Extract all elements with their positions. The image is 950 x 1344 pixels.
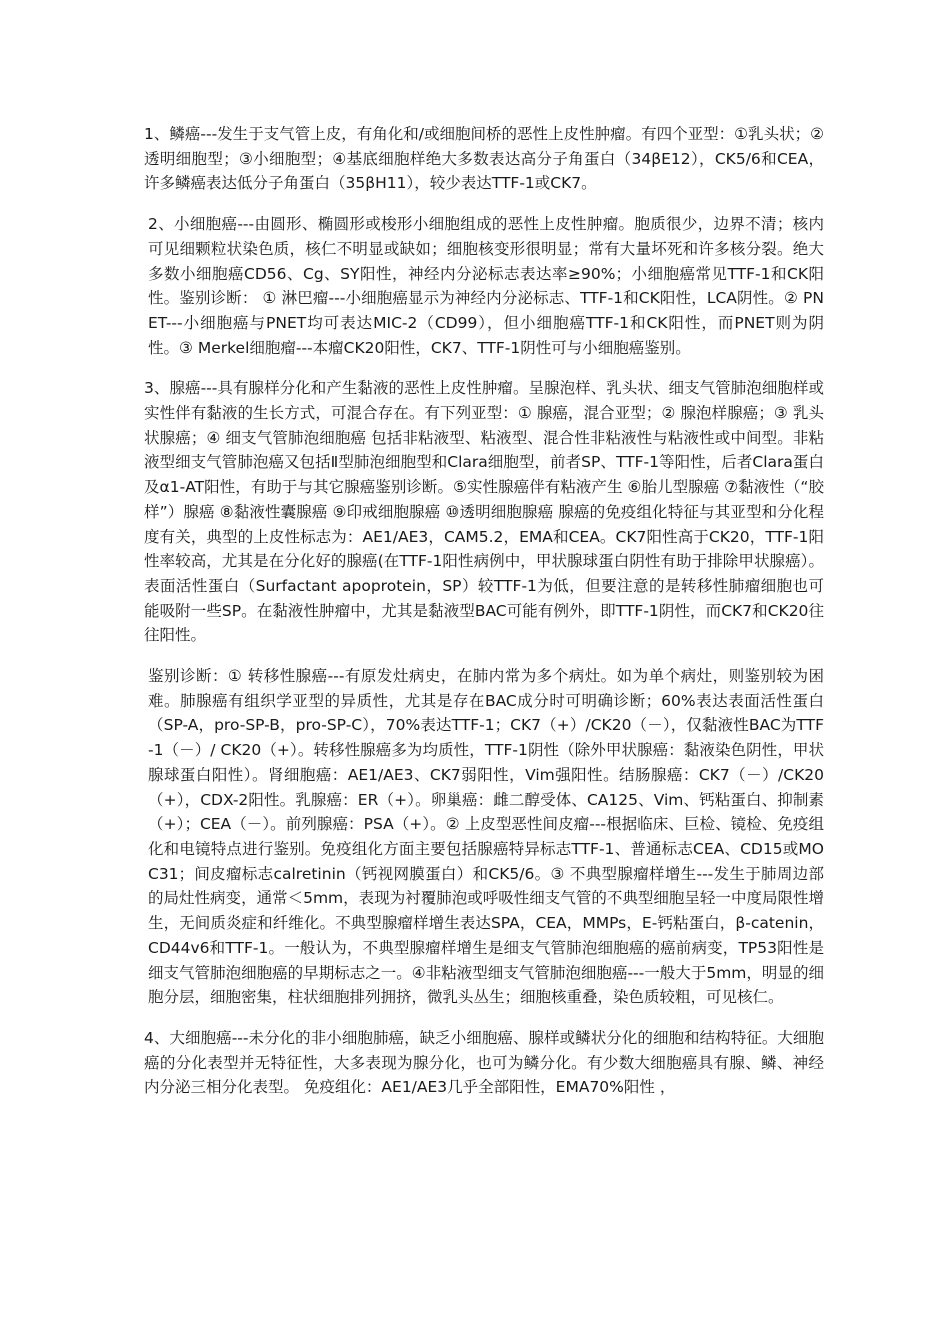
paragraph-adenocarcinoma: 3、腺癌---具有腺样分化和产生黏液的恶性上皮性肿瘤。呈腺泡样、乳头状、细支气管肺泡细胞样或实性伴有黏液的生长方式，可混合存在。有下列亚型：① 腺癌，混合亚型；② 腺泡样腺癌；③ 乳头状腺癌；④ 细支气管肺泡细胞癌 包括非粘液型、粘液型、混合性非粘液性与粘液性或中间型。非粘液型细支气管肺泡癌又包括Ⅱ型肺泡细胞型和Clara细胞型，前者SP、TTF-1等阳性，后者Clara蛋白及α1-AT阳性，有助于与其它腺癌鉴别诊断。⑤实性腺癌伴有粘液产生 ⑥胎儿型腺癌 ⑦黏液性（“胶样”）腺癌 ⑧黏液性囊腺癌 ⑨印戒细胞腺癌 ⑩透明细胞腺癌 腺癌的免疫组化特征与其亚型和分化程度有关，典型的上皮性标志为：AE1/AE3，CAM5.2，EMA和CEA。CK7阳性高于CK20，TTF-1阳性率较高，尤其是在分化好的腺癌(在TTF-1阳性病例中，甲状腺球蛋白阴性有助于排除甲状腺癌）。表面活性蛋白（Surfactant apoprotein，SP）较TTF-1为低，但要注意的是转移性肺瘤细胞也可能吸附一些SP。在黏液性肿瘤中，尤其是黏液型BAC可能有例外，即TTF-1阴性，而CK7和CK20往往阳性。 [144, 379, 824, 645]
paragraph-squamous-carcinoma: 1、鳞癌---发生于支气管上皮，有角化和/或细胞间桥的恶性上皮性肿瘤。有四个亚型：①乳头状；②透明细胞型；③小细胞型；④基底细胞样绝大多数表达高分子角蛋白（34βE12），CK5/6和CEA，许多鳞癌表达低分子角蛋白（35βH11），较少表达TTF-1或CK7。 [144, 125, 824, 193]
paragraph-differential-diagnosis: 鉴别诊断：① 转移性腺癌---有原发灶病史，在肺内常为多个病灶。如为单个病灶，则鉴别较为困难。肺腺癌有组织学亚型的异质性，尤其是存在BAC成分时可明确诊断；60%表达表面活性蛋白（SP-A，pro-SP-B，pro-SP-C），70%表达TTF-1；CK7（+）/CK20（－），仅黏液性BAC为TTF-1（－）/ CK20（+）。转移性腺癌多为均质性，TTF-1阴性（除外甲状腺癌：黏液染色阴性，甲状腺球蛋白阳性）。肾细胞癌：AE1/AE3、CK7弱阳性，Vim强阳性。结肠腺癌：CK7（－）/CK20（+），CDX-2阳性。乳腺癌：ER（+）。卵巢癌：雌二醇受体、CA125、Vim、钙粘蛋白、抑制素（+）；CEA（－）。前列腺癌：PSA（+）。② 上皮型恶性间皮瘤---根据临床、巨检、镜检、免疫组化和电镜特点进行鉴别。免疫组化方面主要包括腺癌特异标志TTF-1、普通标志CEA、CD15或MOC31；间皮瘤标志calretinin（钙视网膜蛋白）和CK5/6。③ 不典型腺瘤样增生---发生于肺周边部的局灶性病变，通常＜5mm，表现为衬覆肺泡或呼吸性细支气管的不典型细胞呈轻一中度局限性增生，无间质炎症和纤维化。不典型腺瘤样增生表达SPA，CEA，MMPs，E-钙粘蛋白，β-catenin，CD44v6和TTF-1。一般认为，不典型腺瘤样增生是细支气管肺泡细胞癌的癌前病变，TP53阳性是细支气管肺泡细胞癌的早期标志之一。④非粘液型细支气管肺泡细胞癌---一般大于5mm，明显的细胞分层，细胞密集，柱状细胞排列拥挤，微乳头丛生；细胞核重叠，染色质较粗，可见核仁。 [148, 667, 824, 1007]
document-page [144, 122, 824, 1116]
paragraph-large-cell-carcinoma: 4、大细胞癌---未分化的非小细胞肺癌，缺乏小细胞癌、腺样或鳞状分化的细胞和结构特征。大细胞癌的分化表型并无特征性，大多表现为腺分化，也可为鳞分化。有少数大细胞癌具有腺、鳞、神经内分泌三相分化表型。 免疫组化：AE1/AE3几乎全部阳性，EMA70%阳性 ， [144, 1028, 824, 1097]
paragraph-small-cell-carcinoma: 2、小细胞癌---由圆形、椭圆形或梭形小细胞组成的恶性上皮性肿瘤。胞质很少，边界不清；核内可见细颗粒状染色质，核仁不明显或缺如；细胞核变形很明显；常有大量坏死和许多核分裂。绝大多数小细胞癌CD56、Cg、SY阳性，神经内分泌标志表达率≥90%；小细胞癌常见TTF-1和CK阳性。鉴别诊断： ① 淋巴瘤---小细胞癌显示为神经内分泌标志、TTF-1和CK阳性，LCA阴性。② PNET---小细胞癌与PNET均可表达MIC-2（CD99），但小细胞癌TTF-1和CK阳性，而PNET则为阴性。③ Merkel细胞瘤---本瘤CK20阳性，CK7、TTF-1阴性可与小细胞癌鉴别。 [148, 215, 824, 357]
